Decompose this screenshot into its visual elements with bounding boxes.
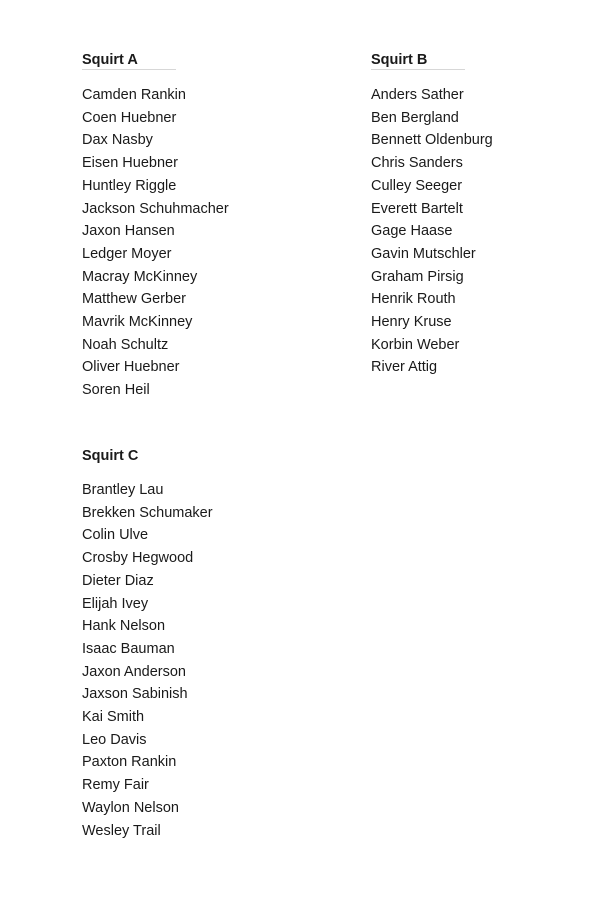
player-name: Henry Kruse: [371, 314, 452, 331]
player-name: Anders Sather: [371, 87, 464, 103]
player-name: River Attig: [371, 359, 438, 376]
player-name: Isaac Bauman: [82, 640, 175, 657]
player-name: Jaxson Sabinish: [82, 686, 188, 703]
player-name: Elijah Ivey: [82, 595, 149, 612]
player-list: [82, 479, 213, 842]
team-heading: Squirt B: [371, 51, 465, 70]
player-name: Brekken Schumaker: [82, 504, 213, 521]
player-name: Gavin Mutschler: [371, 245, 476, 262]
player-name: Camden Rankin: [82, 87, 186, 103]
player-name: Hank Nelson: [82, 618, 166, 635]
player-name: Bennett Oldenburg: [371, 132, 493, 149]
player-name: Remy Fair: [82, 777, 149, 794]
team-squirt-b: [371, 51, 493, 379]
team-heading: Squirt C: [82, 448, 139, 464]
player-name: Dax Nasby: [82, 132, 153, 149]
player-name: Crosby Hegwood: [82, 550, 194, 567]
player-name: Culley Seeger: [371, 177, 463, 194]
player-name: Jaxon Anderson: [82, 663, 186, 680]
player-name: Henrik Routh: [371, 291, 456, 308]
player-name: Colin Ulve: [82, 527, 149, 544]
player-name: Coen Huebner: [82, 109, 177, 126]
player-name: Huntley Riggle: [82, 177, 177, 194]
player-name: Paxton Rankin: [82, 754, 177, 771]
player-name: Matthew Gerber: [82, 291, 186, 308]
player-name: Chris Sanders: [371, 155, 463, 172]
player-name: Leo Davis: [82, 731, 147, 748]
player-name: Jackson Schuhmacher: [82, 200, 229, 217]
player-name: Ben Bergland: [371, 109, 459, 126]
player-name: Oliver Huebner: [82, 359, 180, 376]
player-list: [82, 84, 229, 402]
player-name: Gage Haase: [371, 223, 453, 240]
player-name: Graham Pirsig: [371, 268, 464, 285]
player-name: Ledger Moyer: [82, 245, 172, 262]
player-list: [371, 84, 493, 379]
player-name: Wesley Trail: [82, 822, 161, 839]
player-name: Brantley Lau: [82, 482, 164, 498]
player-name: Jaxon Hansen: [82, 223, 175, 240]
player-name: Eisen Huebner: [82, 155, 178, 172]
player-name: Mavrik McKinney: [82, 314, 193, 331]
player-name: Korbin Weber: [371, 336, 460, 353]
player-name: Everett Bartelt: [371, 200, 463, 217]
team-squirt-c: [82, 447, 213, 842]
team-heading: Squirt A: [82, 51, 176, 70]
player-name: Kai Smith: [82, 709, 145, 726]
player-name: Macray McKinney: [82, 268, 198, 285]
player-name: Soren Heil: [82, 382, 150, 399]
team-squirt-a: [82, 51, 229, 402]
player-name: Waylon Nelson: [82, 799, 179, 816]
player-name: Noah Schultz: [82, 336, 169, 353]
player-name: Dieter Diaz: [82, 572, 154, 589]
